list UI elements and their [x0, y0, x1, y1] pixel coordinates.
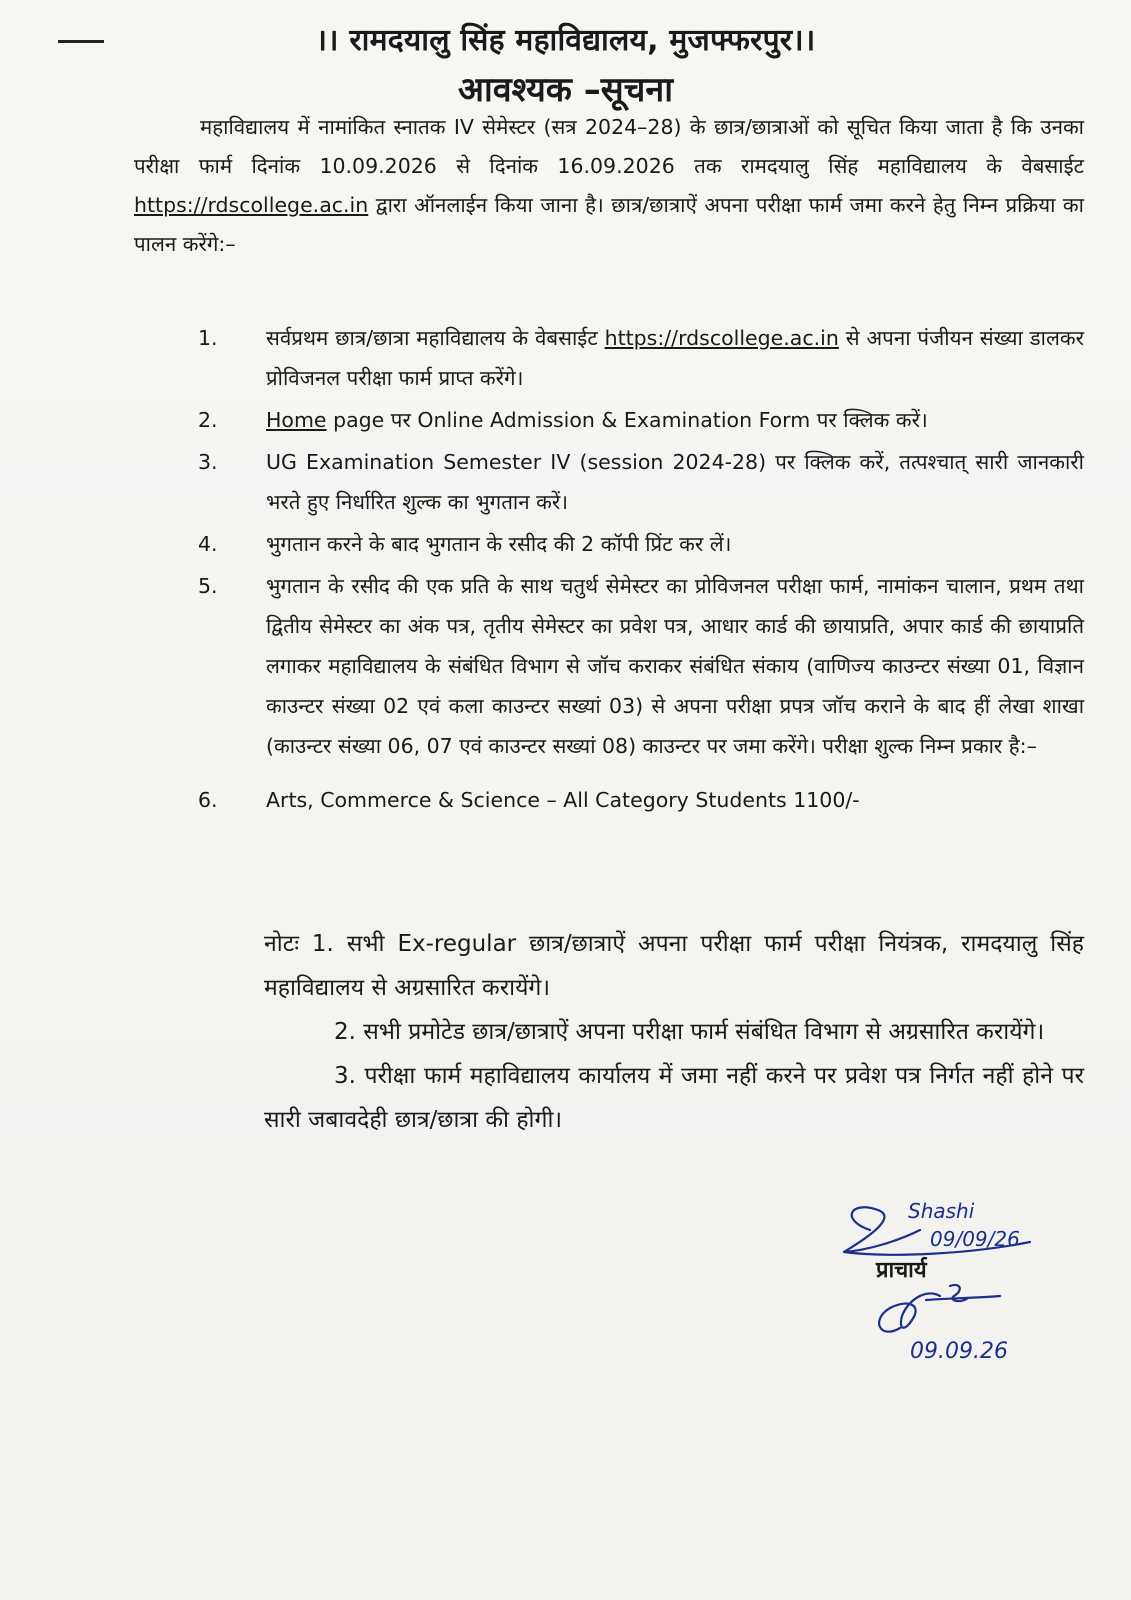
college-name: ।। रामदयालु सिंह महाविद्यालय, मुजफ्फरपुर।। — [315, 23, 816, 58]
principal-signature — [830, 1180, 1090, 1370]
notice-header — [0, 18, 1131, 111]
step-item — [198, 400, 1084, 440]
intro-text-part2: द्वारा ऑनलाईन किया जाना है। छात्र/छात्राऐं अपना परीक्षा फार्म जमा करने हेतु निम्न प्रक्रिया का पालन करेंगे:– — [134, 193, 1084, 256]
step-item — [198, 566, 1084, 766]
step-number: 5. — [198, 574, 218, 598]
step-text: भुगतान के रसीद की एक प्रति के साथ चतुर्थ सेमेस्टर का प्रोविजनल परीक्षा फार्म, नामांकन चालान, प्रथम तथा द्वितीय सेमेस्टर का अंक पत्र, तृतीय सेमेस्टर का प्रवेश पत्र, आधार कार्ड की छायाप्रति, अपार कार्ड की छायाप्रति लगाकर महाविद्यालय के संबंधित विभाग से जॉच कराकर संबंधित संकाय (वाणिज्य काउन्टर संख्या 01, विज्ञान काउन्टर संख्या 02 एवं कला काउन्टर सख्यां 03) से अपना परीक्षा प्रपत्र जॉच कराने के बाद हीं लेखा शाखा (काउन्टर संख्या 06, 07 एवं काउन्टर सख्यां 08) काउन्टर पर जमा करेंगे। परीक्षा शुल्क निम्न प्रकार है:– — [266, 574, 1084, 758]
signature-name: Shashi — [908, 1199, 975, 1223]
step-1-pre: सर्वप्रथम छात्र/छात्रा महाविद्यालय के वेबसाईट — [266, 326, 598, 350]
step-2-post: page पर Online Admission & Examination Form पर क्लिक करें। — [333, 408, 928, 432]
step-number: 2. — [198, 408, 218, 432]
step-1-website-link[interactable]: https://rdscollege.ac.in — [604, 326, 839, 350]
step-item — [198, 524, 1084, 564]
step-text — [266, 318, 1084, 398]
step-text: UG Examination Semester IV (session 2024-28) पर क्लिक करें, तत्पश्चात् सारी जानकारी भरते हुए निर्धारित शुल्क का भुगतान करें। — [266, 450, 1084, 514]
step-item — [198, 318, 1084, 398]
step-text: भुगतान करने के बाद भुगतान के रसीद की 2 कॉपी प्रिंट कर लें। — [266, 532, 732, 556]
step-number: 1. — [198, 326, 218, 350]
step-number: 4. — [198, 532, 218, 556]
signature-date-2: 09.09.26 — [910, 1339, 1008, 1364]
step-item — [198, 780, 1084, 820]
principal-designation: प्राचार्य — [876, 1258, 927, 1283]
intro-text-part1: महाविद्यालय में नामांकित स्नातक IV सेमेस्टर (सत्र 2024–28) के छात्र/छात्राओं को सूचित किया जाता है कि उनका परीक्षा फार्म दिनांक 10.09.2026 से दिनांक 16.09.2026 तक रामदयालु सिंह महाविद्यालय के वेबसाईट — [134, 115, 1084, 178]
step-number: 6. — [198, 788, 218, 812]
step-text: Arts, Commerce & Science – All Category Students 1100/- — [266, 788, 860, 812]
step-item — [198, 442, 1084, 522]
website-link[interactable]: https://rdscollege.ac.in — [134, 193, 369, 217]
note-1: नोटः 1. सभी Ex-regular छात्र/छात्राऐं अपना परीक्षा फार्म परीक्षा नियंत्रक, रामदयालु सिंह महाविद्यालय से अग्रसारित करायेंगे। — [264, 931, 1084, 1001]
notes-section — [264, 922, 1084, 1142]
note-3: 3. परीक्षा फार्म महाविद्यालय कार्यालय में जमा नहीं करने पर प्रवेश पत्र निर्गत नहीं होने पर सारी जबावदेही छात्र/छात्रा की होगी। — [264, 1063, 1084, 1133]
signature-date-1: 09/09/26 — [930, 1227, 1020, 1251]
note-2: 2. सभी प्रमोटेड छात्र/छात्राऐं अपना परीक्षा फार्म संबंधित विभाग से अग्रसारित करायेंगे। — [334, 1019, 1045, 1045]
step-2-home-link[interactable]: Home — [266, 408, 327, 432]
notice-title: आवश्यक –सूचना — [457, 70, 674, 110]
step-number: 3. — [198, 450, 218, 474]
step-text — [266, 400, 1084, 440]
intro-paragraph — [134, 108, 1084, 264]
procedure-steps — [198, 318, 1084, 822]
step-1-post: से अपना पंजीयन संख्या डालकर प्रोविजनल परीक्षा फार्म प्राप्त करेंगे। — [266, 326, 1084, 390]
